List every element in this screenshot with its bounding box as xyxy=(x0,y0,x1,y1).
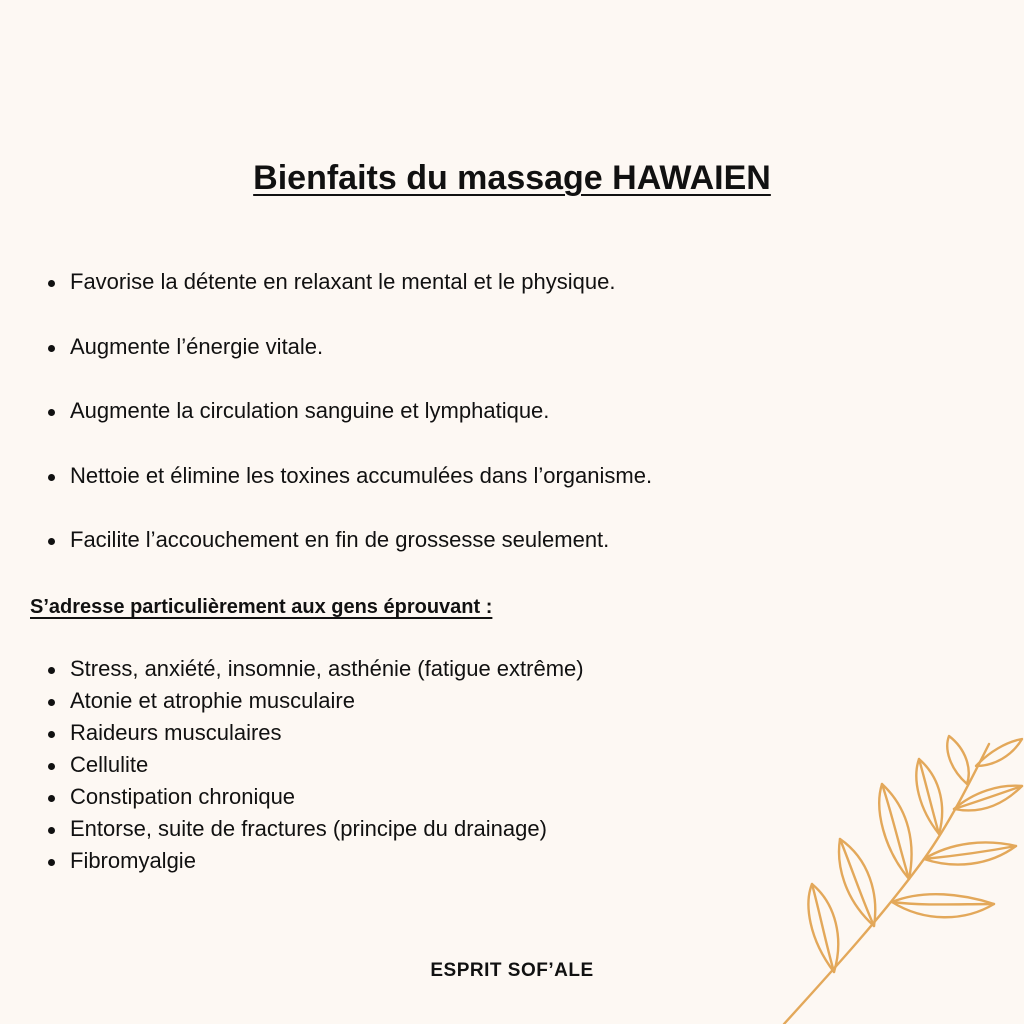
list-item: Entorse, suite de fractures (principe du drainage) xyxy=(40,813,584,845)
list-item: Cellulite xyxy=(40,749,584,781)
conditions-list xyxy=(40,653,584,877)
list-item: Fibromyalgie xyxy=(40,845,584,877)
list-item: Facilite l’accouchement en fin de grossesse seulement. xyxy=(40,524,652,556)
brand-footer: ESPRIT SOF’ALE xyxy=(430,960,594,981)
leaf-branch-icon xyxy=(774,724,1024,1024)
list-item: Augmente l’énergie vitale. xyxy=(40,331,652,363)
page-title: Bienfaits du massage HAWAIEN xyxy=(253,159,771,197)
list-item: Raideurs musculaires xyxy=(40,717,584,749)
benefits-list xyxy=(40,266,652,589)
list-item: Atonie et atrophie musculaire xyxy=(40,685,584,717)
list-item: Constipation chronique xyxy=(40,781,584,813)
section-subtitle: S’adresse particulièrement aux gens éprouvant : xyxy=(30,596,493,618)
list-item: Nettoie et élimine les toxines accumulées dans l’organisme. xyxy=(40,460,652,492)
list-item: Favorise la détente en relaxant le mental et le physique. xyxy=(40,266,652,298)
list-item: Stress, anxiété, insomnie, asthénie (fatigue extrême) xyxy=(40,653,584,685)
list-item: Augmente la circulation sanguine et lymphatique. xyxy=(40,395,652,427)
